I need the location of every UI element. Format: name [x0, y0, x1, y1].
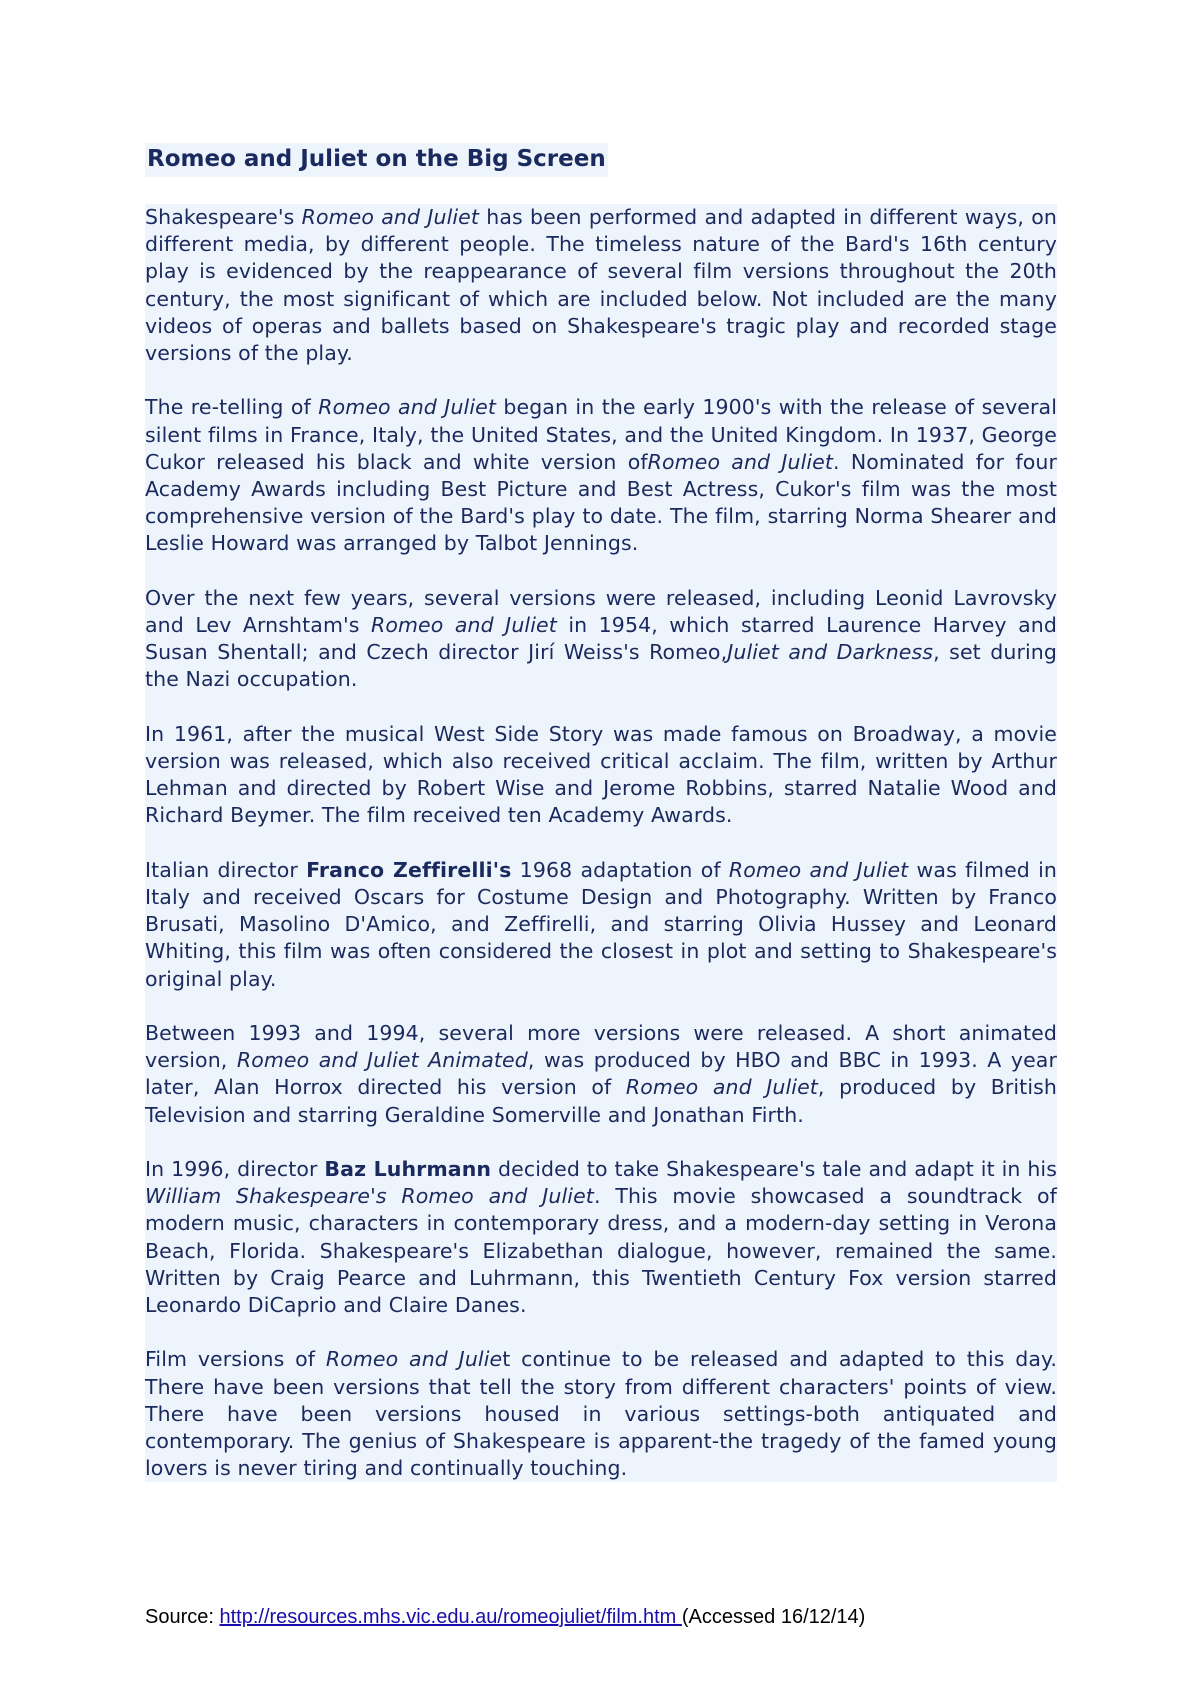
italic-title: Romeo and Julie — [325, 1347, 503, 1372]
paragraph-luhrmann — [145, 1156, 1057, 1319]
italic-title: Romeo and Juliet — [647, 449, 834, 474]
italic-title: Romeo and Juliet — [728, 857, 909, 882]
italic-title: Juliet and Darkness — [727, 640, 934, 665]
text-span: Italian director — [145, 857, 307, 882]
italic-title: William Shakespeare's Romeo and Juliet — [145, 1184, 594, 1209]
text-span: . Nominated for four Academy Awards including Best Picture and Best Actress, Cukor's film was the most comprehensive version of the Bard's play to date. The film, starring Norma Shearer and Leslie Howard was arranged by Talbot Jennings. — [145, 449, 1057, 556]
source-link[interactable]: http://resources.mhs.vic.edu.au/romeojuliet/film.htm — [219, 1606, 682, 1628]
bold-name: Franco Zeffirelli's — [306, 857, 512, 882]
text-span: Film versions of — [145, 1347, 326, 1372]
paragraph-west-side-story — [145, 721, 1057, 830]
italic-title: Romeo and Juliet — [370, 613, 557, 638]
italic-title: Romeo and Juliet — [301, 205, 480, 229]
text-span: has been performed and adapted in different ways, on different media, by different people. The timeless nature of the Bard's 16th century play is evidenced by the reappearance of several film versions throughout the 20th century, the most significant of which are included below. Not included are the many videos of operas and ballets based on Shakespeare's tragic play and recorded stage versions of the play. — [145, 205, 1057, 366]
accessed-date: (Accessed 16/12/14) — [681, 1606, 866, 1628]
text-span: , produced by British Television and starring Geraldine Somerville and Jonathan Firth. — [145, 1075, 1057, 1127]
text-span: In 1961, after the musical West Side Story was made famous on Broadway, a movie version was released, which also received critical acclaim. The film, written by Arthur Lehman and directed by Robert Wise and Jerome Robbins, starred Natalie Wood and Richard Beymer. The film received ten Academy Awards. — [145, 721, 1057, 828]
text-span: The re-telling of — [145, 395, 319, 420]
text-span: t continue to be released and adapted to this day. There have been versions that tell the story from different characters' points of view. There have been versions housed in various settings-both antiquated and contemporary. The genius of Shakespeare is apparent-the tragedy of the famed young lovers is never tiring and continually touching. — [145, 1347, 1057, 1481]
source-label: Source: — [145, 1606, 220, 1628]
paragraph-zeffirelli — [145, 857, 1057, 993]
italic-title: Romeo and Juliet — [625, 1075, 818, 1100]
text-span: was filmed in Italy and received Oscars for Costume Design and Photography. Written by Franco Brusati, Masolino D'Amico, and Zeffirelli, and starring Olivia Hussey and Leonard Whiting, this film was often considered the closest in plot and setting to Shakespeare's original play. — [145, 857, 1058, 991]
italic-title: Romeo and Juliet Animated — [236, 1048, 528, 1073]
article-body — [145, 204, 1057, 1482]
text-span: Shakespeare's — [145, 205, 302, 229]
paragraph-early-films — [145, 394, 1057, 557]
text-span: began in the early 1900's with the release of several silent films in France, Italy, the United States, and the United Kingdom. In 1937, George Cukor released his black and white version of — [145, 395, 1057, 474]
text-span: , set during the Nazi occupation. — [145, 640, 1057, 692]
text-span: decided to take Shakespeare's tale and adapt it in his — [491, 1157, 1058, 1182]
paragraph-1990s — [145, 1020, 1057, 1129]
italic-title: Romeo and Juliet — [318, 395, 496, 420]
bold-name: Baz Luhrmann — [324, 1157, 492, 1182]
paragraph-conclusion — [145, 1346, 1057, 1482]
paragraph-1950s — [145, 585, 1057, 694]
paragraph-intro — [145, 204, 1057, 367]
text-span: Over the next few years, several versions were released, including Leonid Lavrovsky and Lev Arnshtam's — [145, 585, 1057, 638]
text-span: Between 1993 and 1994, several more versions were released. A short animated version, — [145, 1021, 1057, 1073]
text-span: 1968 adaptation of — [511, 857, 729, 882]
text-span: . This movie showcased a soundtrack of modern music, characters in contemporary dress, and a modern-day setting in Verona Beach, Florida. Shakespeare's Elizabethan dialogue, however, remained the same. Written by Craig Pearce and Luhrmann, this Twentieth Century Fox version starred Leonardo DiCaprio and Claire Danes. — [145, 1184, 1057, 1318]
source-citation — [145, 1605, 865, 1629]
text-span: , was produced by HBO and BBC in 1993. A year later, Alan Horrox directed his version of — [145, 1048, 1057, 1100]
text-span: In 1996, director — [145, 1157, 325, 1182]
page-title: Romeo and Juliet on the Big Screen — [145, 143, 608, 177]
text-span: in 1954, which starred Laurence Harvey and Susan Shentall; and Czech director Jirí Weiss's Romeo, — [145, 613, 1057, 665]
